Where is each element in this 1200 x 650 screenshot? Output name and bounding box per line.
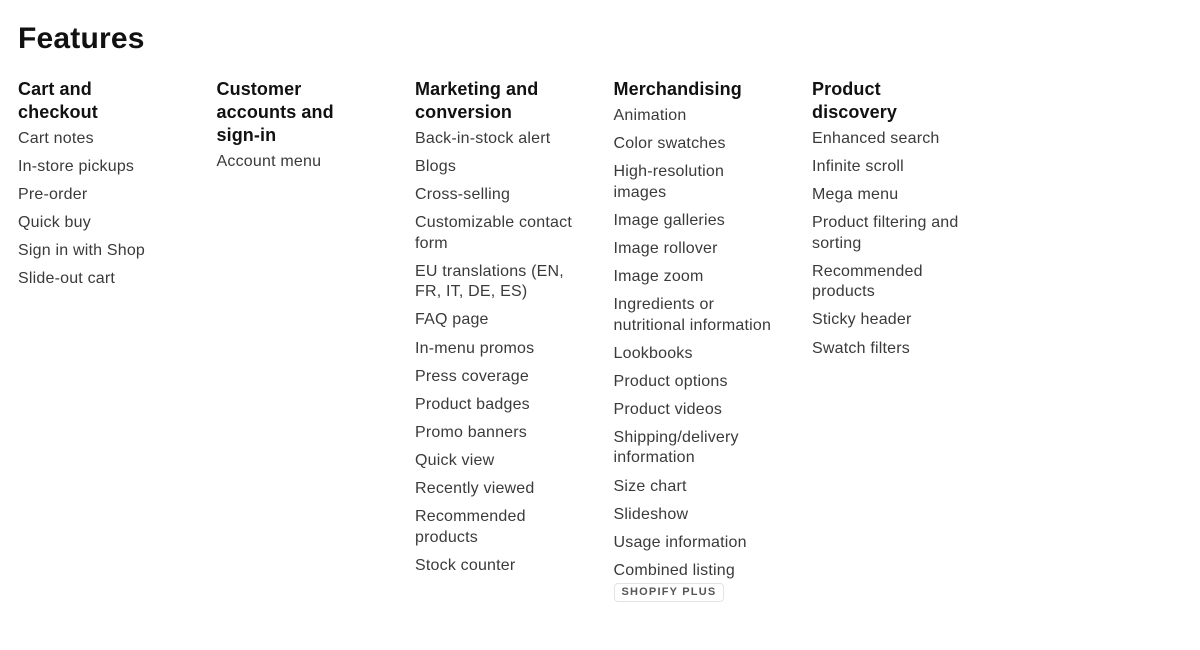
feature-list	[812, 129, 971, 359]
shopify-plus-badge: SHOPIFY PLUS	[614, 583, 725, 602]
feature-item[interactable]: FAQ page	[415, 311, 489, 329]
feature-item[interactable]: Stock counter	[415, 556, 516, 574]
feature-item[interactable]: Image zoom	[613, 267, 704, 285]
feature-list	[217, 152, 376, 173]
feature-item[interactable]: Press coverage	[415, 367, 529, 385]
feature-item[interactable]: Usage information	[613, 533, 747, 551]
feature-item[interactable]: In-store pickups	[18, 158, 135, 176]
feature-item[interactable]: Recently viewed	[415, 480, 535, 498]
feature-list	[18, 129, 177, 290]
feature-item[interactable]: Blogs	[415, 158, 457, 176]
column-merchandising	[614, 78, 813, 610]
feature-item[interactable]: Cart notes	[18, 130, 94, 147]
feature-item[interactable]: Ingredients or nutritional information	[613, 296, 772, 334]
feature-item[interactable]: Quick buy	[18, 214, 91, 232]
feature-item[interactable]: Product filtering and sorting	[812, 214, 959, 252]
feature-item[interactable]: Recommended products	[812, 262, 923, 301]
feature-list	[415, 129, 574, 576]
column-cart-and-checkout	[18, 78, 217, 610]
feature-item[interactable]: Animation	[613, 107, 687, 124]
column-customer-accounts	[217, 78, 416, 610]
feature-item[interactable]: Infinite scroll	[812, 158, 904, 176]
feature-columns	[18, 78, 1011, 610]
column-heading: Product discovery	[812, 79, 897, 122]
feature-item[interactable]: Customizable contact form	[415, 214, 572, 252]
feature-item[interactable]: Recommended products	[415, 508, 526, 546]
feature-item[interactable]: High-resolution images	[613, 163, 725, 201]
column-product-discovery	[812, 78, 1011, 610]
feature-item[interactable]: Shipping/delivery information	[613, 428, 739, 467]
feature-item[interactable]: Product badges	[415, 395, 530, 413]
feature-item[interactable]: Size chart	[613, 477, 687, 495]
column-marketing-and-conversion	[415, 78, 614, 610]
feature-item[interactable]: Lookbooks	[613, 344, 693, 362]
feature-item[interactable]: Sign in with Shop	[18, 242, 146, 260]
feature-item[interactable]: Image galleries	[613, 211, 725, 229]
feature-item[interactable]: Swatch filters	[812, 339, 910, 357]
feature-item[interactable]: Sticky header	[812, 311, 912, 329]
feature-list	[614, 106, 773, 602]
feature-item[interactable]: EU translations (EN, FR, IT, DE, ES)	[415, 262, 564, 301]
feature-item-combined-listing[interactable]	[614, 561, 773, 603]
column-heading: Customer accounts and sign-in	[216, 79, 334, 145]
feature-item[interactable]: Slide-out cart	[18, 270, 116, 288]
feature-item[interactable]: Cross-selling	[415, 186, 511, 204]
column-heading: Marketing and conversion	[415, 79, 539, 122]
feature-item[interactable]: Promo banners	[415, 423, 527, 441]
feature-item[interactable]: Mega menu	[812, 186, 899, 204]
feature-item[interactable]: Product videos	[613, 400, 723, 418]
feature-item[interactable]: Pre-order	[18, 186, 88, 204]
feature-item[interactable]: Back-in-stock alert	[415, 130, 551, 147]
feature-item[interactable]: Slideshow	[613, 505, 689, 523]
feature-item[interactable]: Quick view	[415, 451, 495, 469]
feature-item[interactable]: Product options	[613, 372, 728, 390]
feature-item[interactable]: Account menu	[216, 153, 322, 170]
feature-item[interactable]: Image rollover	[613, 239, 718, 257]
feature-item[interactable]: Enhanced search	[812, 130, 940, 147]
column-heading: Cart and checkout	[18, 79, 98, 122]
column-heading: Merchandising	[613, 79, 742, 99]
feature-item[interactable]: Color swatches	[613, 135, 726, 153]
feature-item-label: Combined listing	[613, 561, 735, 579]
page-title: Features	[18, 22, 145, 55]
feature-item[interactable]: In-menu promos	[415, 339, 535, 357]
